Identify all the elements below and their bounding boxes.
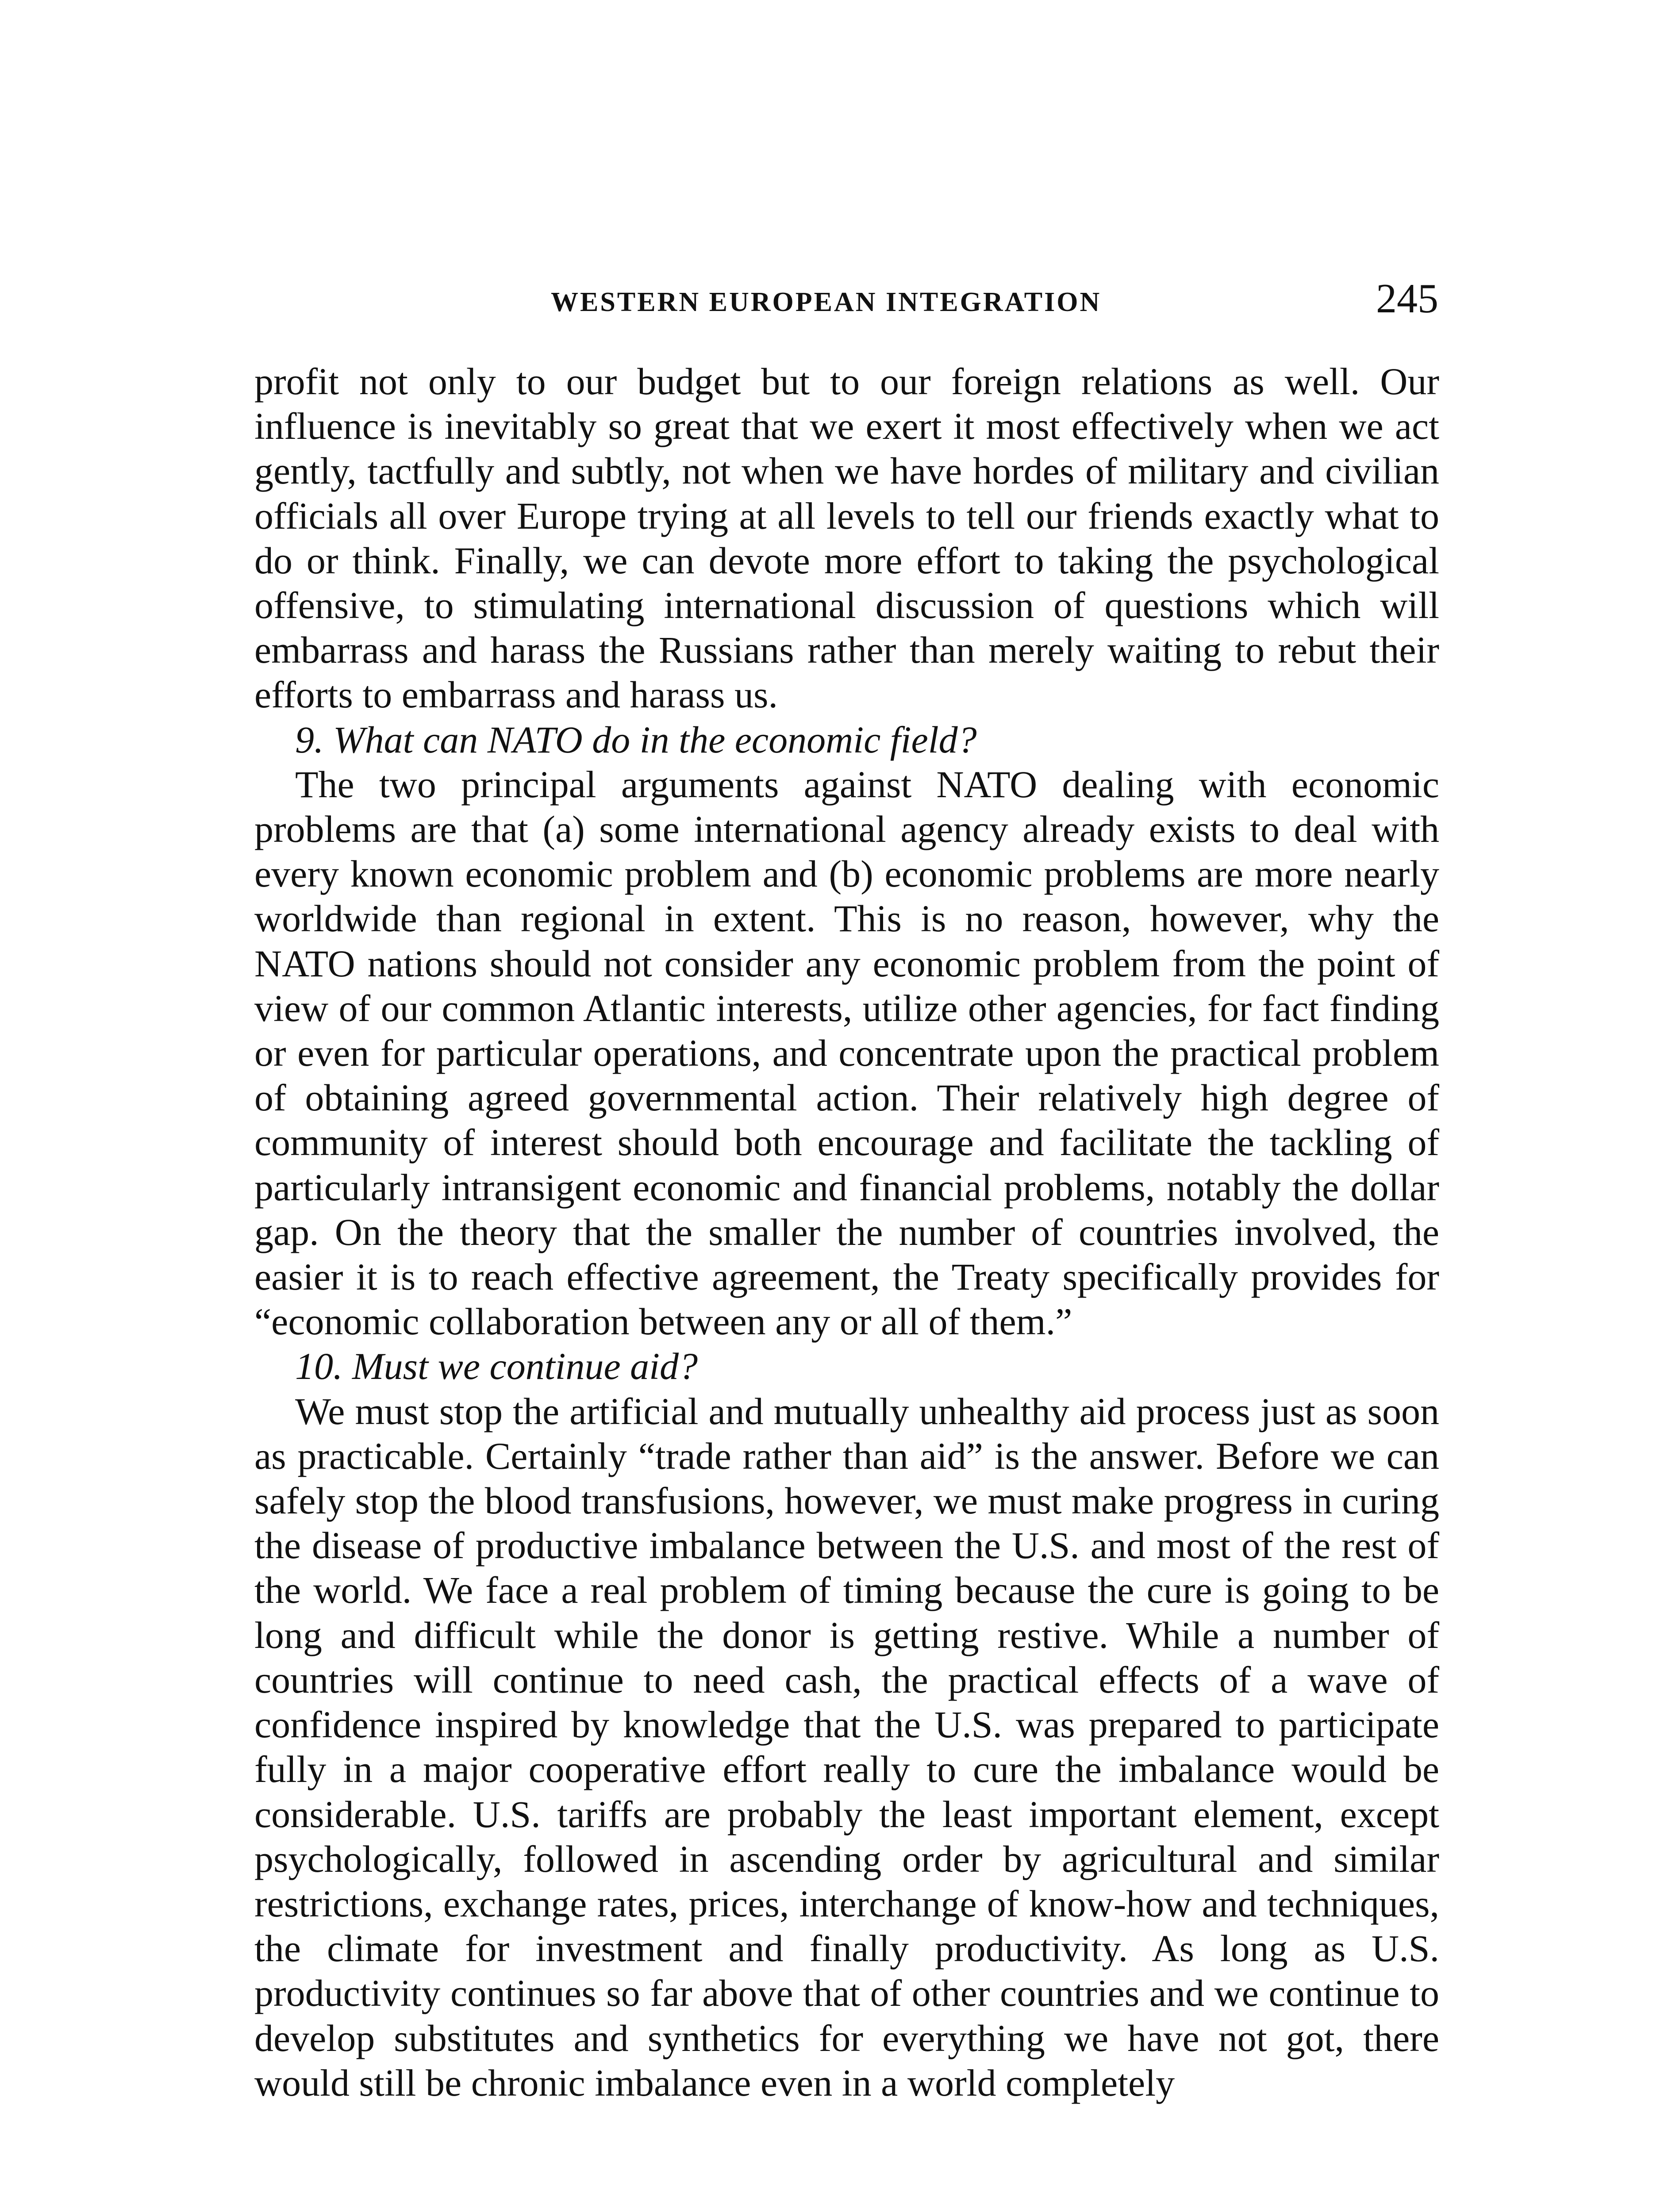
page-body [254,359,1439,2105]
page-number: 245 [1376,276,1438,322]
paragraph-continuation: profit not only to our budget but to our foreign relations as well. Our influence is inevitably so great that we exert it most effectively when we act gently, tactfully and subtly, not when we have hordes of military and civilian officials all over Europe trying at all levels to tell our friends exactly what to do or think. Finally, we can devote more effort to taking the psychological offensive, to stimulating international discussion of questions which will embarrass and harass the Russians rather than merely waiting to rebut their efforts to embarrass and harass us. [254,360,1439,716]
section-heading-10: 10. Must we continue aid? [295,1345,698,1388]
paragraph-nato-economic: The two principal arguments against NATO dealing with economic problems are that (a) some international agency already exists to deal with every known economic problem and (b) economic problems are more nearly worldwide than regional in extent. This is no reason, however, why the NATO nations should not consider any economic problem from the point of view of our common Atlantic interests, utilize other agencies, for fact finding or even for particular operations, and concentrate upon the practical problem of obtaining agreed governmental action. Their relatively high degree of community of interest should both encourage and facilitate the tackling of particularly intransigent economic and financial problems, notably the dollar gap. On the theory that the smaller the number of countries involved, the easier it is to reach effective agreement, the Treaty specifically provides for “economic collaboration between any or all of them.” [254,763,1439,1343]
running-head: WESTERN EUROPEAN INTEGRATION [551,287,1102,317]
paragraph-continue-aid: We must stop the artificial and mutually unhealthy aid process just as soon as practicable. Certainly “trade rather than aid” is the answer. Before we can safely stop the blood transfusions, however, we must make progress in curing the disease of productive imbalance between the U.S. and most of the rest of the world. We face a real problem of timing because the cure is going to be long and difficult while the donor is getting restive. While a number of countries will continue to need cash, the practical effects of a wave of confidence inspired by knowledge that the U.S. was prepared to participate fully in a major cooperative effort really to cure the imbalance would be considerable. U.S. tariffs are probably the least important element, except psychologically, followed in ascending order by agricultural and similar restrictions, exchange rates, prices, interchange of know-how and techniques, the climate for investment and finally productivity. As long as U.S. productivity continues so far above that of other countries and we continue to develop substitutes and synthetics for everything we have not got, there would still be chronic imbalance even in a world completely [254,1390,1439,2104]
section-heading-9: 9. What can NATO do in the economic field? [295,718,977,761]
